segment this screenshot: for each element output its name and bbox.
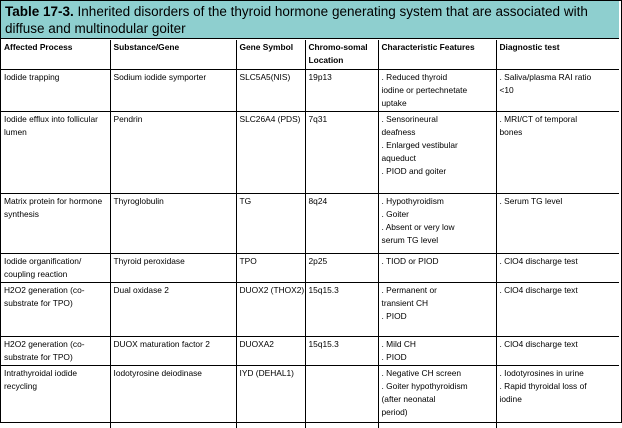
diagnostic-line: . Iodotyrosines in urine bbox=[499, 368, 584, 378]
cell-affected-process: Matrix protein for hormone synthesis bbox=[1, 194, 110, 254]
diagnostic-line: bones bbox=[499, 127, 523, 137]
diagnostic-line: . MRI/CT of temporal bbox=[499, 114, 578, 124]
table-caption bbox=[1, 1, 619, 39]
cell-characteristic-features bbox=[378, 366, 496, 428]
cell-diagnostic-test bbox=[496, 283, 619, 337]
diagnostic-line: iodine bbox=[499, 394, 522, 404]
cell-characteristic-features bbox=[378, 283, 496, 337]
cell-diagnostic-test bbox=[496, 194, 619, 254]
cell-diagnostic-test bbox=[496, 112, 619, 194]
diagnostic-line: . ClO4 discharge text bbox=[499, 339, 578, 349]
feature-line: . Sensorineural bbox=[381, 114, 438, 124]
cell-affected-process: Iodide efflux into follicular lumen bbox=[1, 112, 110, 194]
diagnostic-line: . Saliva/plasma RAI ratio bbox=[499, 72, 592, 82]
header-diagnostic-test: Diagnostic test bbox=[496, 40, 619, 70]
diagnostic-line: . Serum TG level bbox=[499, 196, 563, 206]
cell-characteristic-features bbox=[378, 70, 496, 112]
feature-line: period) bbox=[381, 407, 408, 417]
feature-line: . Mild CH bbox=[381, 339, 416, 349]
table-row bbox=[1, 254, 619, 283]
feature-line: uptake bbox=[381, 98, 407, 108]
cell-gene-symbol: SLC5A5(NIS) bbox=[236, 70, 305, 112]
cell-chromosomal-location: 15q15.3 bbox=[305, 337, 378, 366]
header-chromosomal-location: Chromo-somal Location bbox=[305, 40, 378, 70]
cell-diagnostic-test bbox=[496, 337, 619, 366]
feature-line: (after neonatal bbox=[381, 394, 436, 404]
feature-line: . Hypothyroidism bbox=[381, 196, 444, 206]
cell-characteristic-features bbox=[378, 254, 496, 283]
cell-diagnostic-test bbox=[496, 254, 619, 283]
cell-affected-process: H2O2 generation (co-substrate for TPO) bbox=[1, 337, 110, 366]
cell-substance-gene: DUOX maturation factor 2 bbox=[110, 337, 236, 366]
feature-line: . PIOD bbox=[381, 311, 407, 321]
cell-gene-symbol: TG bbox=[236, 194, 305, 254]
feature-line: . Negative CH screen bbox=[381, 368, 462, 378]
cell-affected-process: H2O2 generation (co-substrate for TPO) bbox=[1, 283, 110, 337]
header-substance-gene: Substance/Gene bbox=[110, 40, 236, 70]
cell-chromosomal-location: 8q24 bbox=[305, 194, 378, 254]
feature-line: serum TG level bbox=[381, 235, 439, 245]
cell-characteristic-features bbox=[378, 112, 496, 194]
header-row bbox=[1, 40, 619, 70]
cell-characteristic-features bbox=[378, 194, 496, 254]
cell-substance-gene: Iodotyrosine deiodinase bbox=[110, 366, 236, 428]
cell-chromosomal-location bbox=[305, 366, 378, 428]
cell-gene-symbol: DUOXA2 bbox=[236, 337, 305, 366]
header-characteristic-features: Characteristic Features bbox=[378, 40, 496, 70]
diagnostic-line: . ClO4 discharge test bbox=[499, 256, 578, 266]
table-row bbox=[1, 112, 619, 194]
header-affected-process: Affected Process bbox=[1, 40, 110, 70]
cell-chromosomal-location: 19p13 bbox=[305, 70, 378, 112]
table-row bbox=[1, 283, 619, 337]
table-row bbox=[1, 70, 619, 112]
cell-affected-process: Iodide trapping bbox=[1, 70, 110, 112]
cell-affected-process: Iodide organification/ coupling reaction bbox=[1, 254, 110, 283]
cell-substance-gene: Thyroid peroxidase bbox=[110, 254, 236, 283]
diagnostic-line: . Rapid thyroidal loss of bbox=[499, 381, 587, 391]
cell-chromosomal-location: 7q31 bbox=[305, 112, 378, 194]
table-body bbox=[1, 70, 619, 428]
feature-line: . Enlarged vestibular bbox=[381, 140, 458, 150]
feature-line: iodine or pertechnetate bbox=[381, 85, 468, 95]
feature-line: transient CH bbox=[381, 298, 429, 308]
cell-diagnostic-test bbox=[496, 70, 619, 112]
cell-substance-gene: Thyroglobulin bbox=[110, 194, 236, 254]
header-gene-symbol: Gene Symbol bbox=[236, 40, 305, 70]
feature-line: . Permanent or bbox=[381, 285, 437, 295]
cell-affected-process: Intrathyroidal iodide recycling bbox=[1, 366, 110, 428]
feature-line: . Reduced thyroid bbox=[381, 72, 448, 82]
cell-gene-symbol: IYD (DEHAL1) bbox=[236, 366, 305, 428]
cell-substance-gene: Sodium iodide symporter bbox=[110, 70, 236, 112]
cell-chromosomal-location: 2p25 bbox=[305, 254, 378, 283]
disorders-table bbox=[1, 40, 619, 428]
feature-line: aqueduct bbox=[381, 153, 416, 163]
caption-label: Table 17-3. bbox=[5, 4, 74, 19]
table-row bbox=[1, 337, 619, 366]
caption-text: Inherited disorders of the thyroid hormone generating system that are associated with diffuse and multinodular goiter bbox=[5, 4, 588, 36]
table-row bbox=[1, 366, 619, 428]
feature-line: . PIOD bbox=[381, 352, 407, 362]
cell-gene-symbol: TPO bbox=[236, 254, 305, 283]
diagnostic-line: <10 bbox=[499, 85, 514, 95]
cell-diagnostic-test bbox=[496, 366, 619, 428]
feature-line: . TIOD or PIOD bbox=[381, 256, 439, 266]
feature-line: . PIOD and goiter bbox=[381, 166, 447, 176]
feature-line: . Goiter hypothyroidism bbox=[381, 381, 468, 391]
feature-line: deafness bbox=[381, 127, 416, 137]
cell-characteristic-features bbox=[378, 337, 496, 366]
feature-line: . Absent or very low bbox=[381, 222, 455, 232]
cell-gene-symbol: DUOX2 (THOX2) bbox=[236, 283, 305, 337]
cell-substance-gene: Dual oxidase 2 bbox=[110, 283, 236, 337]
table-row bbox=[1, 194, 619, 254]
feature-line: . Goiter bbox=[381, 209, 409, 219]
cell-gene-symbol: SLC26A4 (PDS) bbox=[236, 112, 305, 194]
diagnostic-line: . ClO4 discharge text bbox=[499, 285, 578, 295]
cell-substance-gene: Pendrin bbox=[110, 112, 236, 194]
cell-chromosomal-location: 15q15.3 bbox=[305, 283, 378, 337]
